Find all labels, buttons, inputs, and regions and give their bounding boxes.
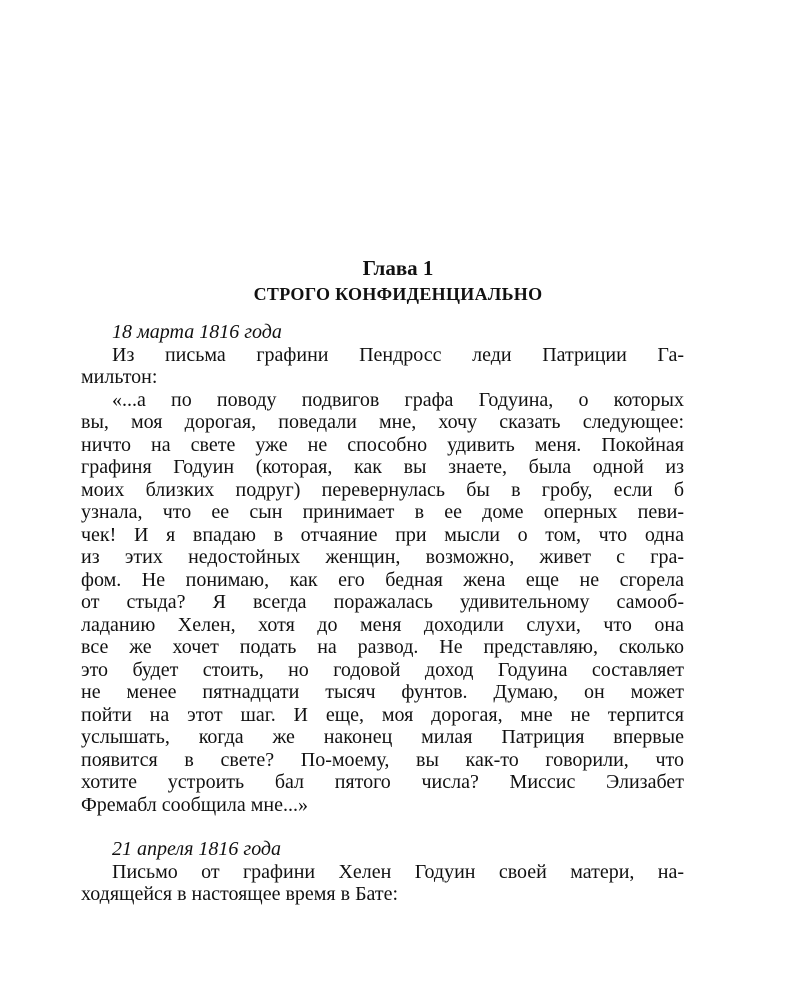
entry-intro bbox=[81, 860, 684, 906]
text-line: не менее пятнадцати тысяч фунтов. Думаю, он может bbox=[81, 681, 684, 703]
text-line: вы, моя дорогая, поведали мне, хочу сказать следующее: bbox=[81, 411, 684, 433]
text-line: хотите устроить бал пятого числа? Миссис Элизабет bbox=[81, 771, 684, 793]
chapter-title: СТРОГО КОНФИДЕНЦИАЛЬНО bbox=[253, 284, 543, 304]
text-line: мильтон: bbox=[81, 366, 158, 388]
text-line: моих близких подруг) перевернулась бы в гробу, если б bbox=[81, 478, 684, 501]
text-line: ходящейся в настоящее время в Бате: bbox=[81, 883, 399, 905]
section-gap bbox=[112, 816, 684, 838]
book-page bbox=[81, 255, 684, 906]
chapter-number: Глава 1 bbox=[362, 256, 434, 280]
entry-date: 21 апреля 1816 года bbox=[112, 838, 282, 860]
text-line: появится в свете? По-моему, вы как-то говорили, что bbox=[81, 748, 684, 771]
text-line: это будет стоить, но годовой доход Годуина составляет bbox=[81, 658, 684, 681]
text-line: все же хочет подать на развод. Не представляю, сколько bbox=[81, 636, 684, 658]
text-line: из этих недостойных женщин, возможно, живет с гра- bbox=[81, 546, 684, 568]
text-line: Из письма графини Пендросс леди Патриции Га- bbox=[112, 343, 684, 366]
entry-2 bbox=[81, 838, 684, 906]
entry-1 bbox=[81, 321, 684, 816]
text-line: ничто на свете уже не способно удивить меня. Покойная bbox=[81, 433, 684, 456]
text-line: ладанию Хелен, хотя до меня доходили слухи, что она bbox=[81, 613, 684, 636]
text-line: пойти на этот шаг. И еще, моя дорогая, мне не терпится bbox=[81, 703, 684, 726]
text-line: Письмо от графини Хелен Годуин своей матери, на- bbox=[112, 860, 684, 883]
text-line: от стыда? Я всегда поражалась удивительному самооб- bbox=[81, 591, 684, 613]
text-line: услышать, когда же наконец милая Патриция впервые bbox=[81, 726, 684, 748]
text-line: «...а по поводу подвигов графа Годуина, о которых bbox=[112, 388, 684, 411]
text-line: чек! И я впадаю в отчаяние при мысли о том, что одна bbox=[81, 523, 684, 546]
text-line: графиня Годуин (которая, как вы знаете, была одной из bbox=[81, 456, 684, 478]
text-line: Фремабл сообщила мне...» bbox=[81, 793, 308, 816]
text-line: узнала, что ее сын принимает в ее доме оперных певи- bbox=[81, 501, 684, 523]
letter-body bbox=[81, 388, 684, 817]
entry-date: 18 марта 1816 года bbox=[112, 321, 282, 343]
text-line: фом. Не понимаю, как его бедная жена еще не сгорела bbox=[81, 568, 684, 591]
entry-intro bbox=[81, 343, 684, 389]
